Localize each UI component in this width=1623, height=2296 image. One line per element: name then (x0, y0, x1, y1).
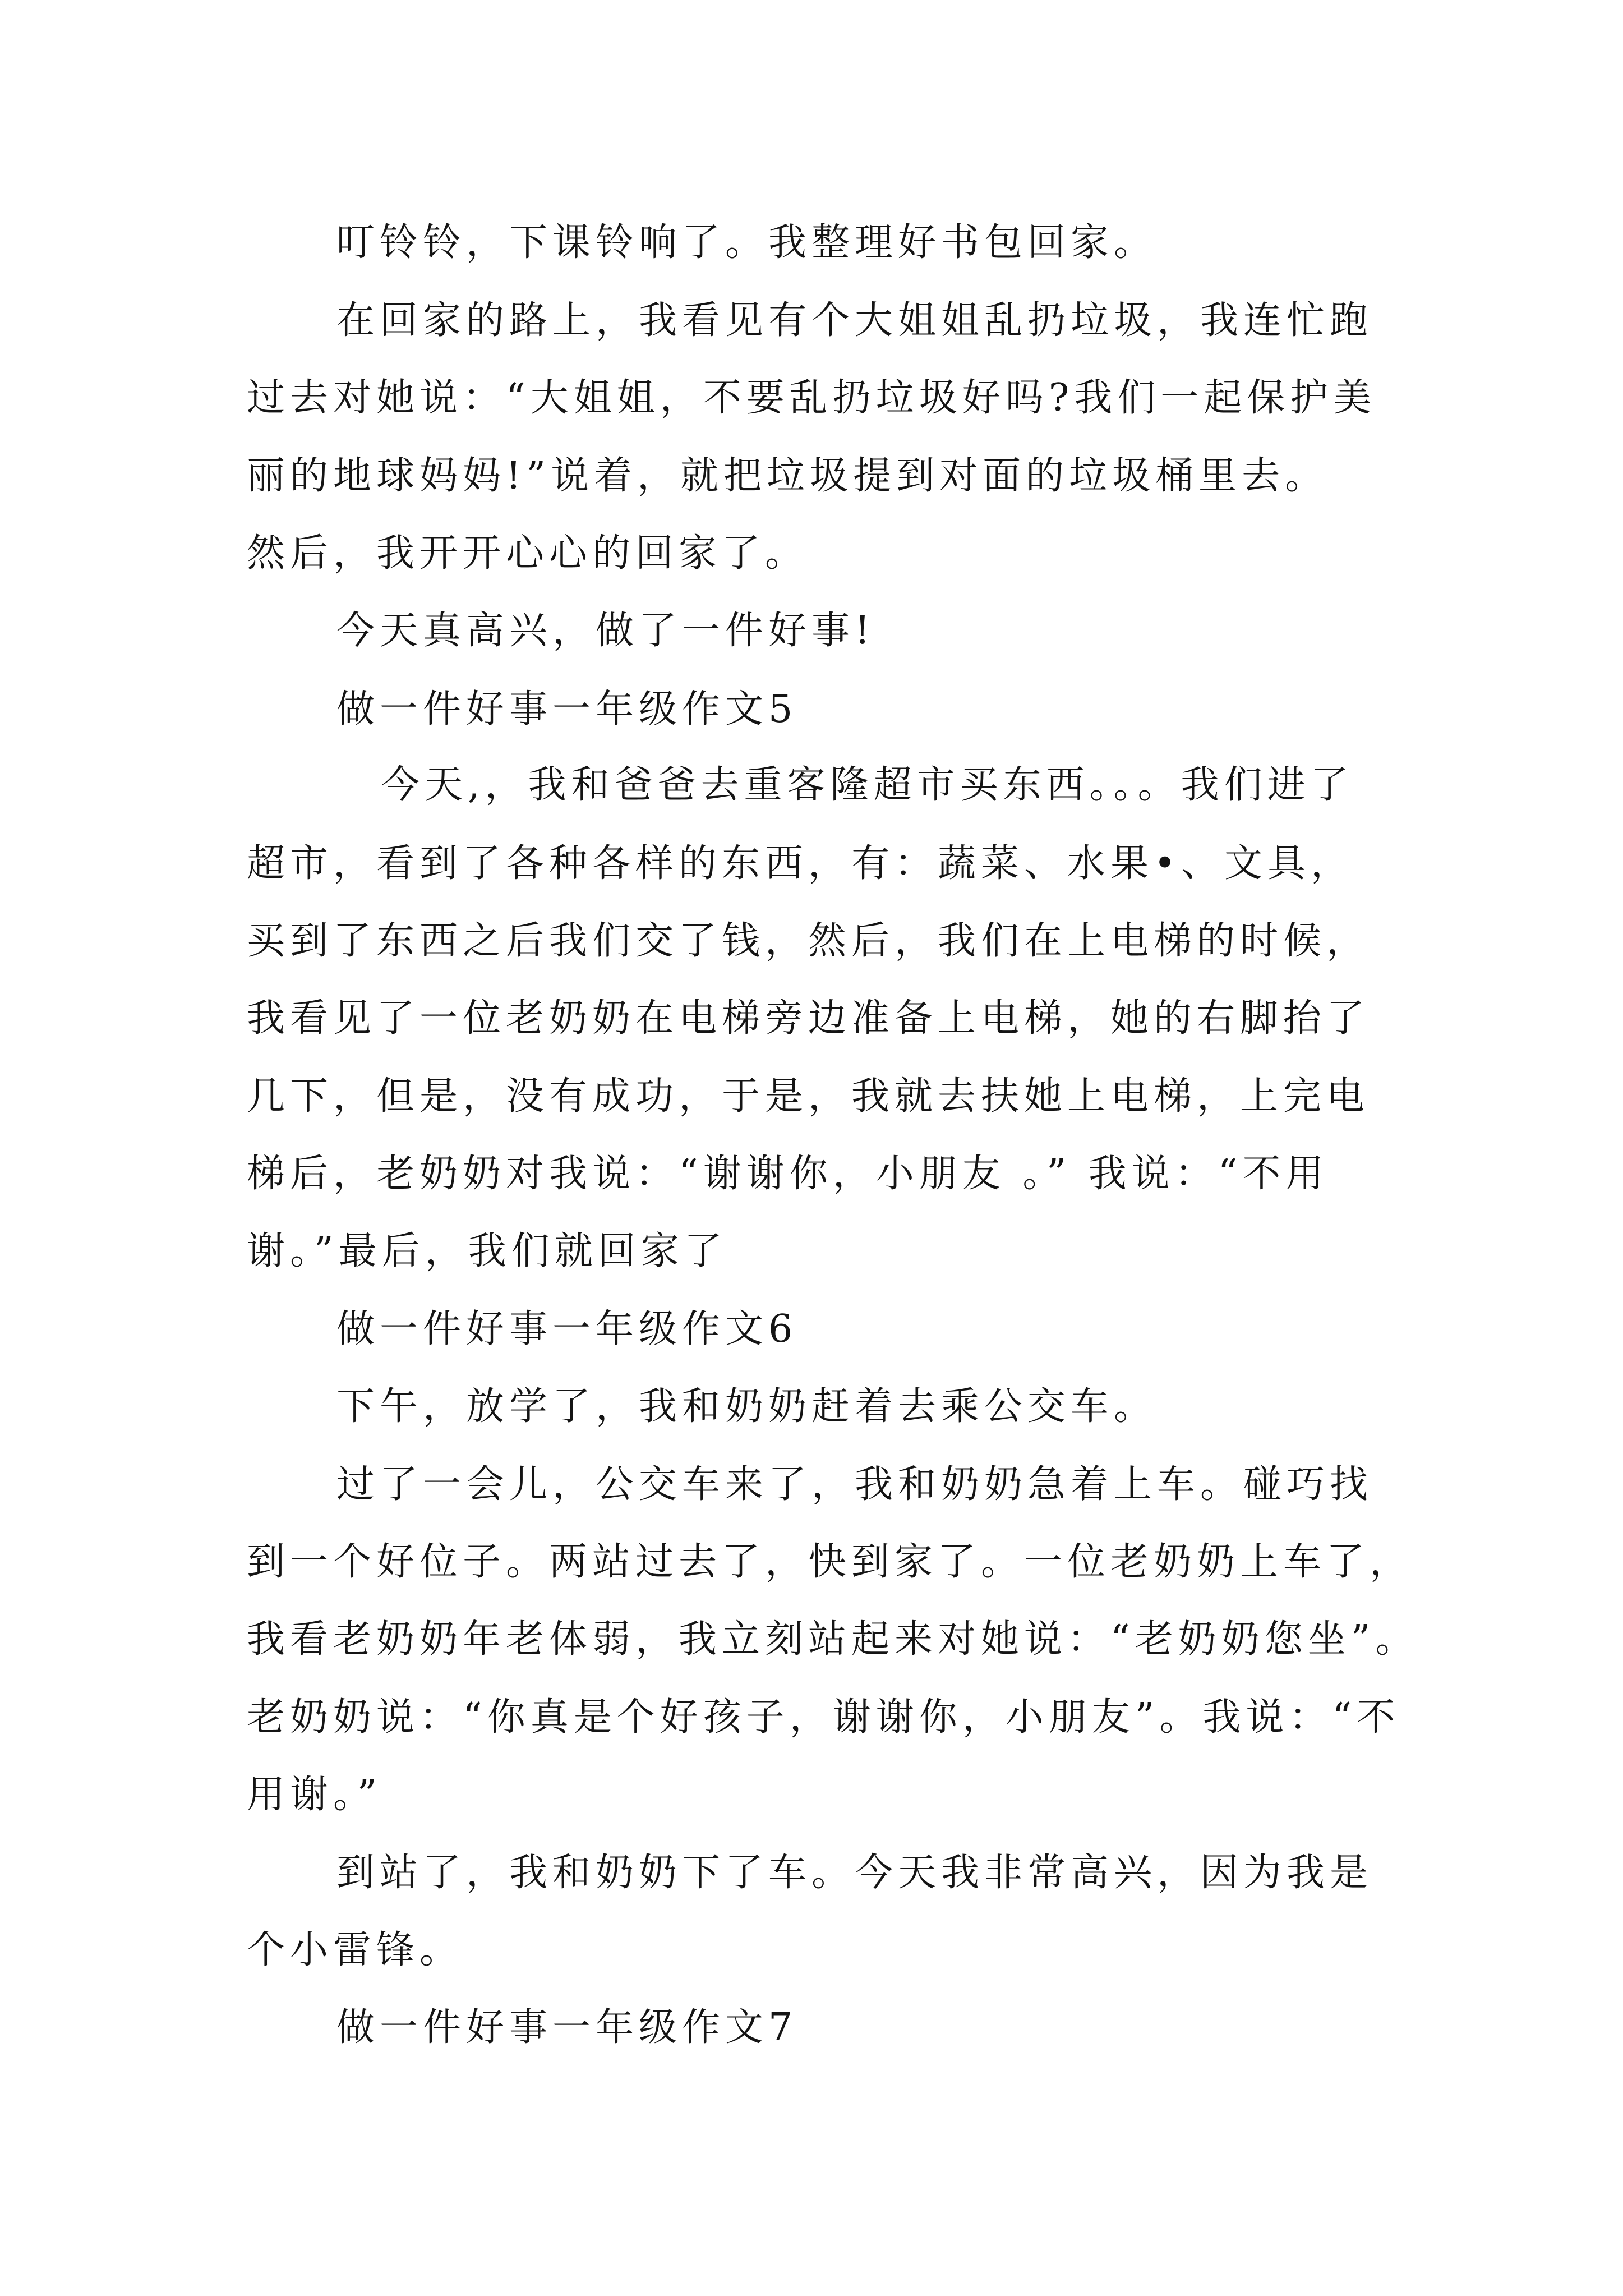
paragraph-line: 谢。”最后，我们就回家了 (247, 1229, 727, 1273)
paragraph-line: 过去对她说：“大姐姐，不要乱扔垃圾好吗?我们一起保护美 (247, 376, 1377, 420)
paragraph-line: 丽的地球妈妈!”说着，就把垃圾提到对面的垃圾桶里去。 (247, 454, 1329, 498)
paragraph-line: 我看老奶奶年老体弱，我立刻站起来对她说：“老奶奶您坐”。 (247, 1617, 1419, 1662)
paragraph-line: 老奶奶说：“你真是个好孩子，谢谢你，小朋友”。我说：“不 (247, 1695, 1400, 1740)
paragraph-line: 超市，看到了各种各样的东西，有：蔬菜、水果•、文具， (247, 841, 1354, 886)
paragraph-line: 到站了，我和奶奶下了车。今天我非常高兴，因为我是 (336, 1851, 1373, 1895)
paragraph-line: 我看见了一位老奶奶在电梯旁边准备上电梯，她的右脚抬了 (247, 996, 1370, 1041)
section-heading: 做一件好事一年级作文7 (336, 2005, 798, 2050)
paragraph-line: 几下，但是，没有成功，于是，我就去扶她上电梯，上完电 (247, 1074, 1370, 1119)
paragraph-line: 今天,，我和爸爸去重客隆超市买东西。。。我们进了 (381, 763, 1354, 807)
paragraph-line: 梯后，老奶奶对我说：“谢谢你，小朋友 。” 我说：“不用 (247, 1152, 1329, 1196)
paragraph-line: 在回家的路上，我看见有个大姐姐乱扔垃圾，我连忙跑 (336, 298, 1373, 343)
paragraph-line: 过了一会儿，公交车来了，我和奶奶急着上车。碰巧找 (336, 1462, 1373, 1507)
paragraph-line: 用谢。” (247, 1773, 382, 1817)
paragraph-line: 今天真高兴，做了一件好事! (336, 609, 875, 653)
paragraph-line: 买到了东西之后我们交了钱，然后，我们在上电梯的时候， (247, 919, 1370, 963)
paragraph-line: 叮铃铃，下课铃响了。我整理好书包回家。 (336, 220, 1158, 265)
paragraph-line: 然后，我开开心心的回家了。 (247, 531, 809, 576)
section-heading: 做一件好事一年级作文5 (336, 687, 798, 731)
paragraph-line: 下午，放学了，我和奶奶赶着去乘公交车。 (336, 1384, 1158, 1429)
paragraph-line: 到一个好位子。两站过去了，快到家了。一位老奶奶上车了， (247, 1540, 1413, 1584)
section-heading: 做一件好事一年级作文6 (336, 1307, 798, 1351)
paragraph-line: 个小雷锋。 (247, 1928, 463, 1972)
